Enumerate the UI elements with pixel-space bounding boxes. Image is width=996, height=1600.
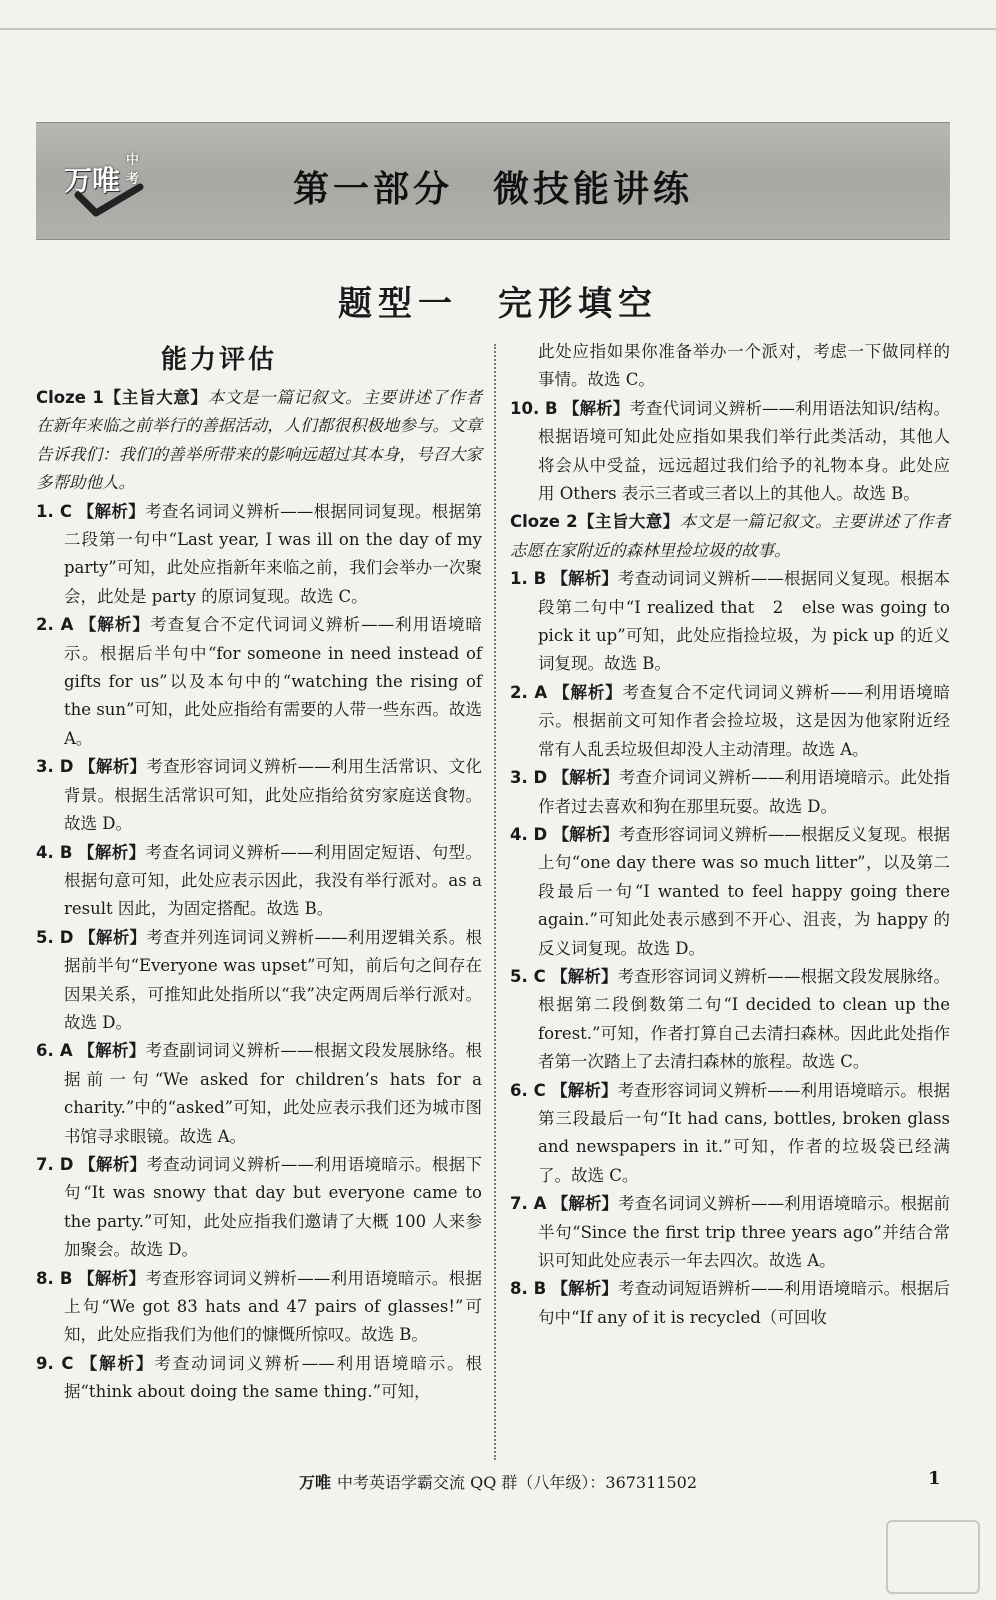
- analysis-tag: 【解析】: [552, 824, 619, 844]
- footer-brand: 万唯: [298, 1473, 331, 1492]
- analysis-text: 考查名词词义辨析——利用固定短语、句型。根据句意可知，此处应表示因此，我没有举行派对。as a result 因此，为固定搭配。故选 B。: [64, 842, 483, 919]
- analysis-tag: 【解析】: [562, 398, 630, 418]
- analysis-text: 考查名词词义辨析——利用语境暗示。根据前半句“Since the first trip three years ago”并结合常识可知此处应表示一年去四次。故选 A。: [538, 1194, 951, 1270]
- answer-item: [36, 1350, 482, 1407]
- column-heading: 能力评估: [160, 345, 277, 375]
- answer-item: [36, 498, 482, 612]
- answer-item: [510, 395, 950, 509]
- right-column: [510, 338, 950, 1332]
- analysis-text: 考查形容词词义辨析——利用语境暗示。根据上句“We got 83 hats and 47 pairs of glasses!”可知，此处应指我们为他们的慷慨所惊叹。故选 B。: [64, 1268, 483, 1345]
- analysis-text: 考查形容词词义辨析——根据反义复现。根据上句“one day there was so much litter”，以及第二段最后一句“I wanted to feel happy going there again.”可知此处表示感到不开心、沮丧，为 happy 的反义词复现。故选 D。: [538, 824, 951, 958]
- analysis-tag: 【解析】: [552, 768, 619, 788]
- cloze2-label: Cloze 2【主旨大意】: [510, 512, 680, 532]
- answer-item: [36, 839, 482, 924]
- answer-item: [510, 764, 950, 821]
- analysis-tag: 【解析】: [551, 569, 618, 589]
- analysis-tag: 【解析】: [78, 1268, 146, 1288]
- analysis-text: 考查动词短语辨析——利用语境暗示。根据后句中“If any of it is recycled（可回收: [538, 1279, 951, 1327]
- analysis-text: 考查并列连词词义辨析——利用逻辑关系。根据前半句“Everyone was upset”可知，前后句之间存在因果关系，可推知此处指所以“我”决定两周后举行派对。故选 D。: [64, 927, 483, 1032]
- watermark-stamp: [886, 1520, 980, 1594]
- answer-item: [36, 1037, 482, 1151]
- cloze2-summary: [510, 508, 950, 565]
- left-answer-list: [36, 498, 482, 1407]
- cloze1-summary: [36, 384, 482, 498]
- analysis-tag: 【解析】: [79, 757, 147, 777]
- part-title: 第一部分 微技能讲练: [292, 169, 693, 210]
- answer-number: 7. A: [510, 1194, 547, 1214]
- analysis-text: 考查代词词义辨析——利用语法知识/结构。根据语境可知此处应指如果我们举行此类活动，其他人将会从中受益，远远超过我们给予的礼物本身。此处应用 Others 表示三者或三者以上的其他人。故选 B。: [538, 398, 950, 504]
- answer-item: [510, 565, 950, 679]
- analysis-tag: 【解析】: [551, 1080, 618, 1100]
- answer-item: [510, 821, 950, 963]
- analysis-text: 考查名词词义辨析——根据同词复现。根据第二段第一句中“Last year, I was ill on the day of my party”可知，此处应指新年来临之前，我们会举办一次聚会，此处是 party 的原词复现。故选 C。: [64, 501, 483, 606]
- answer-item: [36, 1265, 482, 1350]
- answer-number: 5. D: [36, 927, 74, 947]
- answer-number: 8. B: [510, 1279, 547, 1299]
- answer-number: 6. C: [510, 1080, 546, 1100]
- cloze2-summary-text: 本文是一篇记叙文。主要讲述了作者志愿在家附近的森林里捡垃圾的故事。: [510, 512, 951, 560]
- column-divider: [494, 344, 496, 1460]
- page-footer: [0, 1470, 996, 1493]
- analysis-tag: 【解析】: [77, 501, 146, 521]
- answer-number: 9. C: [36, 1353, 74, 1373]
- answer-item: [510, 679, 950, 764]
- top-rule: [0, 28, 996, 30]
- logo-main-text: 万唯: [64, 164, 121, 197]
- cloze1-summary-text: 本文是一篇记叙文。主要讲述了作者在新年来临之前举行的善据活动，人们都很积极地参与。文章告诉我们：我们的善举所带来的影响远超过其本身，号召大家多帮助他人。: [36, 388, 483, 493]
- answer-item: [36, 611, 482, 753]
- analysis-tag: 【解析】: [551, 966, 618, 986]
- analysis-tag: 【解析】: [78, 1041, 146, 1061]
- logo-sub-text: 中考: [126, 153, 140, 187]
- page-number: 1: [928, 1468, 941, 1489]
- analysis-text: 考查形容词词义辨析——利用语境暗示。根据第三段最后一句“It had cans, bottles, broken glass and newspapers in it.”可知，作者的垃圾袋已经满了。故选 C。: [538, 1080, 951, 1185]
- cloze1-label: Cloze 1【主旨大意】: [36, 388, 208, 407]
- answer-item: [36, 753, 482, 838]
- answer-number: 10. B: [510, 398, 558, 418]
- analysis-tag: 【解析】: [551, 1279, 618, 1299]
- left-column: [36, 338, 482, 1407]
- analysis-text: 考查动词词义辨析——利用语境暗示。根据“think about doing the same thing.”可知，: [64, 1353, 483, 1402]
- section-title: 题型一 完形填空: [338, 284, 658, 324]
- answer-number: 4. B: [36, 842, 73, 862]
- answer-number: 3. D: [510, 768, 548, 788]
- answer-number: 1. C: [36, 501, 72, 521]
- answer-number: 1. B: [510, 569, 547, 589]
- answer-item: [510, 1077, 950, 1191]
- analysis-text: 考查形容词词义辨析——根据文段发展脉络。根据第二段倒数第二句“I decided to clean up the forest.”可知，作者打算自己去清扫森林。因此此处指作者第一次踏上了去清扫森林的旅程。故选 C。: [538, 966, 951, 1072]
- analysis-text: 考查复合不定代词词义辨析——利用语境暗示。根据前文可知作者会捡垃圾，这是因为他家附近经常有人乱丢垃圾但却没人主动清理。故选 A。: [538, 682, 951, 759]
- right-answer-list-b: [510, 565, 950, 1332]
- answer-number: 7. D: [36, 1154, 74, 1174]
- answer-number: 2. A: [510, 682, 548, 702]
- analysis-text: 考查介词词义辨析——利用语境暗示。此处指作者过去喜欢和狗在那里玩耍。故选 D。: [538, 768, 951, 816]
- answer-number: 2. A: [36, 615, 74, 635]
- answer-number: 3. D: [36, 757, 74, 777]
- analysis-text: 考查动词词义辨析——根据同义复现。根据本段第二句中“I realized that 2 else was going to pick it up”可知，此处应指捡垃圾，为 pick up 的近义词复现。故选 B。: [538, 569, 951, 674]
- answer-item: [510, 963, 950, 1077]
- answer-item: [510, 1190, 950, 1275]
- answer-number: 8. B: [36, 1268, 73, 1288]
- answer-item: [36, 924, 482, 1038]
- analysis-tag: 【解析】: [78, 842, 146, 862]
- continued-text: 此处应指如果你准备举办一个派对，考虑一下做同样的事情。故选 C。: [538, 342, 950, 390]
- answer-number: 5. C: [510, 966, 546, 986]
- analysis-text: 考查动词词义辨析——利用语境暗示。根据下句“It was snowy that day but everyone came to the party.”可知，此处应指我们邀请了大概 100 人来参加聚会。故选 D。: [64, 1154, 483, 1260]
- analysis-tag: 【解析】: [80, 1353, 155, 1373]
- analysis-tag: 【解析】: [79, 1154, 147, 1174]
- answer-item: [510, 1275, 950, 1332]
- analysis-tag: 【解析】: [551, 1194, 619, 1214]
- analysis-tag: 【解析】: [79, 927, 147, 947]
- answer-number: 4. D: [510, 824, 548, 844]
- part-banner: [36, 122, 950, 240]
- analysis-text: 考查形容词词义辨析——利用生活常识、文化背景。根据生活常识可知，此处应指给贫穷家庭送食物。故选 D。: [64, 757, 483, 834]
- analysis-tag: 【解析】: [79, 615, 151, 635]
- analysis-text: 考查副词词义辨析——根据文段发展脉络。根据前一句“We asked for children’s hats for a charity.”中的“asked”可知，此处应表示我们还为城市图书馆寻求眼镜。故选 A。: [64, 1041, 483, 1146]
- footer-text: 中考英语学霸交流 QQ 群（八年级）：367311502: [336, 1473, 698, 1492]
- right-answer-list-a: [510, 395, 950, 509]
- analysis-text: 考查复合不定代词词义辨析——利用语境暗示。根据后半句中“for someone in need instead of gifts for us”以及本句中的“watching the rising of the sun”可知，此处应指给有需要的人带一些东西。故选 A。: [64, 615, 483, 748]
- answer-number: 6. A: [36, 1041, 73, 1061]
- analysis-tag: 【解析】: [553, 682, 623, 702]
- answer-item: [36, 1151, 482, 1265]
